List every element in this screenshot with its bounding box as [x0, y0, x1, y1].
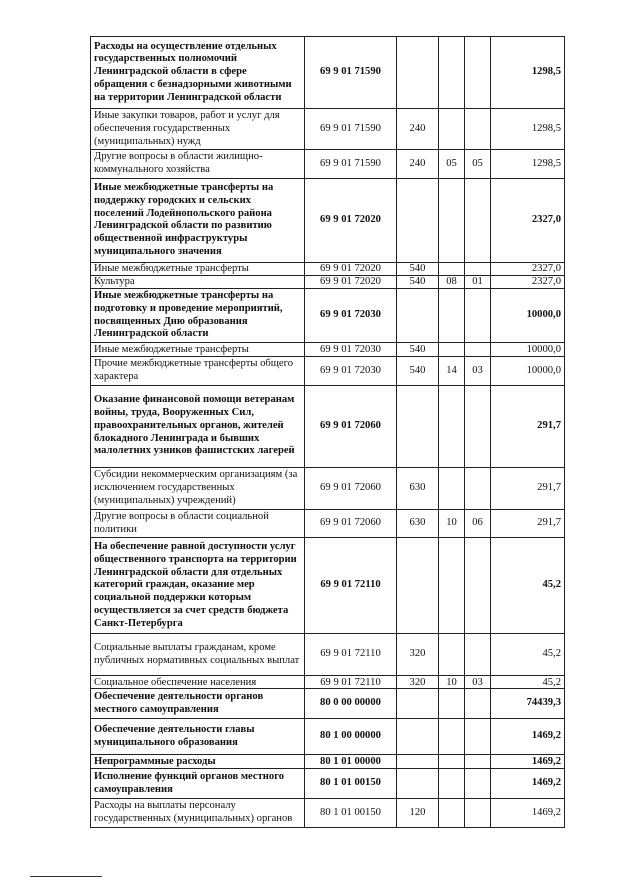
row-name: Оказание финансовой помощи ветеранам войны, труда, Вооруженных Сил, правоохранительных органов, жителей блокадного Ленинграда и бывших малолетних узников фашистских лагерей: [91, 385, 305, 467]
row-name: Иные межбюджетные трансферты на подготовку и проведение мероприятий, посвященных Дню образования Ленинградской области: [91, 288, 305, 342]
row-name: Обеспечение деятельности главы муниципального образования: [91, 719, 305, 755]
row-section: [439, 109, 465, 150]
table-row: [91, 343, 565, 357]
row-target-code: 69 9 01 72020: [305, 275, 397, 288]
table-row: [91, 634, 565, 676]
row-sum: 1298,5: [491, 150, 565, 179]
table-row: [91, 150, 565, 179]
row-target-code: 69 9 01 72060: [305, 385, 397, 467]
row-section: [439, 719, 465, 755]
row-subsection: [465, 343, 491, 357]
row-target-code: 80 1 01 00150: [305, 799, 397, 828]
table-row: [91, 719, 565, 755]
row-expense-type: [397, 755, 439, 769]
row-expense-type: [397, 719, 439, 755]
row-subsection: [465, 178, 491, 262]
row-expense-type: 630: [397, 467, 439, 509]
row-name: Иные закупки товаров, работ и услуг для обеспечения государственных (муниципальных) нужд: [91, 109, 305, 150]
row-sum: 1298,5: [491, 109, 565, 150]
row-sum: 1469,2: [491, 719, 565, 755]
row-subsection: 06: [465, 509, 491, 538]
row-target-code: 69 9 01 72060: [305, 467, 397, 509]
row-subsection: [465, 719, 491, 755]
row-section: [439, 755, 465, 769]
table-row: [91, 109, 565, 150]
row-sum: 74439,3: [491, 689, 565, 719]
table-row: [91, 538, 565, 634]
row-sum: 1469,2: [491, 799, 565, 828]
row-sum: 291,7: [491, 467, 565, 509]
table-row: [91, 37, 565, 109]
row-section: [439, 262, 465, 275]
row-target-code: 69 9 01 72110: [305, 538, 397, 634]
row-target-code: 69 9 01 72030: [305, 343, 397, 357]
row-expense-type: 540: [397, 357, 439, 386]
row-expense-type: [397, 689, 439, 719]
row-sum: 1469,2: [491, 755, 565, 769]
row-target-code: 80 0 00 00000: [305, 689, 397, 719]
row-target-code: 80 1 01 00150: [305, 769, 397, 799]
row-expense-type: 120: [397, 799, 439, 828]
row-subsection: [465, 467, 491, 509]
row-expense-type: [397, 178, 439, 262]
row-sum: 291,7: [491, 385, 565, 467]
row-subsection: [465, 799, 491, 828]
row-sum: 45,2: [491, 634, 565, 676]
row-sum: 45,2: [491, 676, 565, 689]
row-sum: 291,7: [491, 509, 565, 538]
row-section: [439, 288, 465, 342]
row-subsection: 03: [465, 357, 491, 386]
row-sum: 10000,0: [491, 288, 565, 342]
row-subsection: 03: [465, 676, 491, 689]
row-section: 14: [439, 357, 465, 386]
row-expense-type: 320: [397, 634, 439, 676]
row-section: [439, 385, 465, 467]
budget-expenditure-table: [90, 36, 565, 828]
row-name: Социальные выплаты гражданам, кроме публичных нормативных социальных выплат: [91, 634, 305, 676]
table-row: [91, 357, 565, 386]
row-name: На обеспечение равной доступности услуг общественного транспорта на территории Ленинградской области для отдельных категорий граждан, оказание мер социальной поддержки которым осуществляется за счет средств бюджета Санкт-Петербурга: [91, 538, 305, 634]
row-subsection: [465, 755, 491, 769]
row-section: 10: [439, 676, 465, 689]
table-row: [91, 385, 565, 467]
row-section: 10: [439, 509, 465, 538]
row-name: Иные межбюджетные трансферты на поддержку городских и сельских поселений Лодейнопольского района Ленинградской области по развитию общественной инфраструктуры муниципального значения: [91, 178, 305, 262]
row-expense-type: 630: [397, 509, 439, 538]
row-name: Культура: [91, 275, 305, 288]
row-target-code: 80 1 00 00000: [305, 719, 397, 755]
row-name: Другие вопросы в области жилищно-коммунального хозяйства: [91, 150, 305, 179]
table-row: [91, 755, 565, 769]
row-expense-type: 240: [397, 109, 439, 150]
table-row: [91, 799, 565, 828]
row-section: [439, 799, 465, 828]
row-expense-type: [397, 769, 439, 799]
row-subsection: [465, 109, 491, 150]
row-name: Социальное обеспечение населения: [91, 676, 305, 689]
row-sum: 2327,0: [491, 178, 565, 262]
table-row: [91, 509, 565, 538]
row-sum: 10000,0: [491, 343, 565, 357]
row-expense-type: 540: [397, 262, 439, 275]
row-target-code: 69 9 01 72110: [305, 676, 397, 689]
row-name: Обеспечение деятельности органов местного самоуправления: [91, 689, 305, 719]
row-subsection: [465, 288, 491, 342]
row-subsection: [465, 385, 491, 467]
row-target-code: 69 9 01 71590: [305, 109, 397, 150]
row-sum: 1469,2: [491, 769, 565, 799]
row-subsection: [465, 538, 491, 634]
row-sum: 2327,0: [491, 275, 565, 288]
row-expense-type: 240: [397, 150, 439, 179]
row-subsection: [465, 769, 491, 799]
row-expense-type: [397, 538, 439, 634]
row-expense-type: 540: [397, 275, 439, 288]
row-name: Иные межбюджетные трансферты: [91, 262, 305, 275]
row-section: [439, 634, 465, 676]
table-row: [91, 275, 565, 288]
row-section: [439, 37, 465, 109]
row-target-code: 69 9 01 72110: [305, 634, 397, 676]
row-name: Другие вопросы в области социальной политики: [91, 509, 305, 538]
row-sum: 2327,0: [491, 262, 565, 275]
row-section: 08: [439, 275, 465, 288]
row-name: Непрограммные расходы: [91, 755, 305, 769]
row-name: Расходы на выплаты персоналу государственных (муниципальных) органов: [91, 799, 305, 828]
row-sum: 45,2: [491, 538, 565, 634]
row-target-code: 69 9 01 71590: [305, 37, 397, 109]
table-row: [91, 769, 565, 799]
row-name: Субсидии некоммерческим организациям (за исключением государственных (муниципальных) учреждений): [91, 467, 305, 509]
row-target-code: 69 9 01 71590: [305, 150, 397, 179]
row-subsection: [465, 689, 491, 719]
row-target-code: 69 9 01 72030: [305, 357, 397, 386]
row-name: Исполнение функций органов местного самоуправления: [91, 769, 305, 799]
row-subsection: [465, 634, 491, 676]
row-sum: 10000,0: [491, 357, 565, 386]
row-subsection: [465, 262, 491, 275]
row-section: 05: [439, 150, 465, 179]
row-section: [439, 689, 465, 719]
footnote-separator-line: [30, 876, 102, 877]
row-target-code: 69 9 01 72020: [305, 262, 397, 275]
row-name: Расходы на осуществление отдельных государственных полномочий Ленинградской области в сфере обращения с безнадзорными животными на территории Ленинградской области: [91, 37, 305, 109]
table-row: [91, 288, 565, 342]
row-name: Прочие межбюджетные трансферты общего характера: [91, 357, 305, 386]
table-row: [91, 178, 565, 262]
row-section: [439, 538, 465, 634]
row-target-code: 80 1 01 00000: [305, 755, 397, 769]
row-section: [439, 343, 465, 357]
table-row: [91, 467, 565, 509]
row-subsection: [465, 37, 491, 109]
row-expense-type: 320: [397, 676, 439, 689]
row-section: [439, 467, 465, 509]
row-sum: 1298,5: [491, 37, 565, 109]
row-expense-type: [397, 288, 439, 342]
table-row: [91, 676, 565, 689]
row-subsection: 05: [465, 150, 491, 179]
row-section: [439, 178, 465, 262]
row-name: Иные межбюджетные трансферты: [91, 343, 305, 357]
row-subsection: 01: [465, 275, 491, 288]
row-expense-type: [397, 385, 439, 467]
row-target-code: 69 9 01 72020: [305, 178, 397, 262]
table-row: [91, 262, 565, 275]
row-target-code: 69 9 01 72030: [305, 288, 397, 342]
row-expense-type: 540: [397, 343, 439, 357]
table-body: [91, 37, 565, 828]
row-section: [439, 769, 465, 799]
row-expense-type: [397, 37, 439, 109]
row-target-code: 69 9 01 72060: [305, 509, 397, 538]
table-row: [91, 689, 565, 719]
